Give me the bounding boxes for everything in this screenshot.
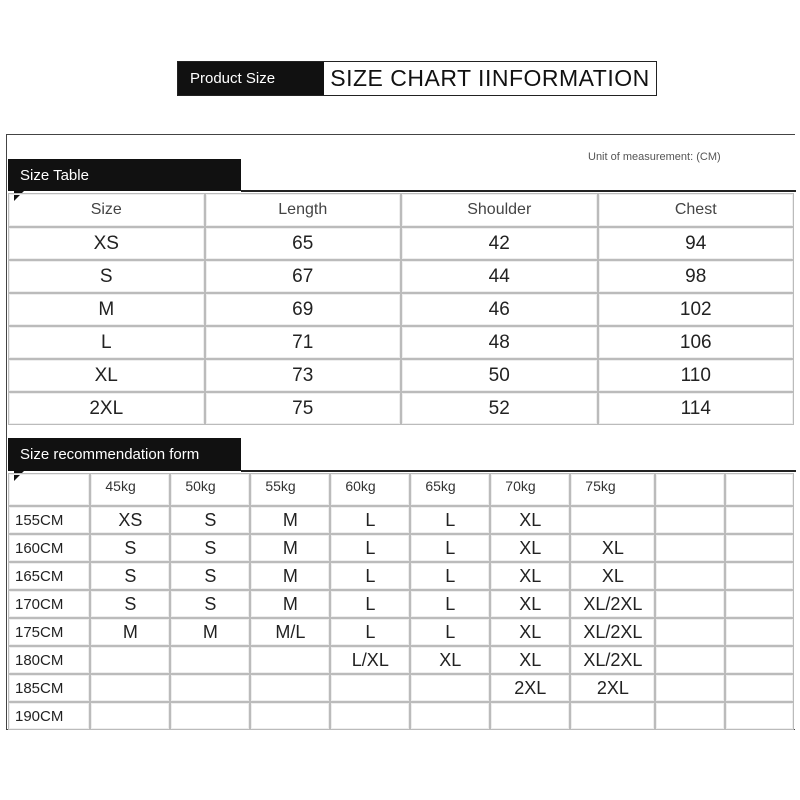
recommended-size: XL [490,506,570,534]
recommended-size: XL [570,534,655,562]
table-cell: 102 [598,293,795,326]
title-banner [177,61,657,96]
height-label: 185CM [8,674,90,702]
recommended-size: L/XL [330,646,410,674]
recommended-size: 2XL [490,674,570,702]
recommended-size: XS [90,506,170,534]
table-row [8,674,794,702]
recommended-size: L [330,562,410,590]
recommended-size: S [90,562,170,590]
table-cell: 50 [401,359,598,392]
table-cell: 46 [401,293,598,326]
recommended-size [490,702,570,730]
recommended-size [655,590,725,618]
recommended-size [725,506,794,534]
size-table [8,193,794,425]
recommended-size [725,674,794,702]
table-row [8,392,794,425]
recommended-size [725,646,794,674]
recommended-size: S [170,534,250,562]
table-cell: 98 [598,260,795,293]
section-divider [241,190,796,192]
table-row [8,534,794,562]
recommended-size [250,646,330,674]
weight-header: 75kg [570,473,655,506]
recommended-size: XL [490,534,570,562]
recommended-size: XL [410,646,490,674]
table-cell: S [8,260,205,293]
size-table-tag: Size Table [8,159,241,191]
weight-header-row [8,473,794,506]
recommended-size: S [170,590,250,618]
recommended-size: L [330,534,410,562]
recommended-size: XL/2XL [570,618,655,646]
weight-header [655,473,725,506]
recommended-size [170,702,250,730]
recommended-size: S [170,562,250,590]
weight-header: 60kg [330,473,410,506]
recommended-size: M [170,618,250,646]
recommended-size: M [250,534,330,562]
header-shoulder: Shoulder [401,193,598,227]
unit-of-measurement: Unit of measurement: (CM) [588,151,721,163]
table-cell: 44 [401,260,598,293]
recommended-size: M [250,506,330,534]
table-cell: 75 [205,392,402,425]
table-cell: 52 [401,392,598,425]
recommended-size [655,534,725,562]
recommended-size [250,702,330,730]
recommended-size [90,674,170,702]
recommended-size: XL [490,590,570,618]
weight-header: 65kg [410,473,490,506]
recommended-size [170,674,250,702]
header-size: Size [8,193,205,227]
recommended-size [725,590,794,618]
recommended-size [655,702,725,730]
recommended-size: M/L [250,618,330,646]
recommended-size [170,646,250,674]
recommended-size [90,646,170,674]
recommended-size: S [90,590,170,618]
recommended-size: L [330,506,410,534]
height-label: 170CM [8,590,90,618]
table-cell: 71 [205,326,402,359]
recommended-size [725,702,794,730]
product-size-label: Product Size [178,62,324,95]
header-chest: Chest [598,193,795,227]
recommended-size [410,674,490,702]
recommended-size: M [90,618,170,646]
recommended-size [410,702,490,730]
table-row [8,702,794,730]
table-cell: XS [8,227,205,260]
table-cell: 2XL [8,392,205,425]
table-cell: 67 [205,260,402,293]
height-label: 175CM [8,618,90,646]
table-row [8,562,794,590]
recommended-size [655,506,725,534]
recommended-size: M [250,590,330,618]
size-chart-title: SIZE CHART IINFORMATION [330,65,650,91]
height-label: 190CM [8,702,90,730]
height-label: 165CM [8,562,90,590]
recommended-size: XL/2XL [570,646,655,674]
table-cell: 94 [598,227,795,260]
table-cell: 114 [598,392,795,425]
weight-header: 55kg [250,473,330,506]
table-cell: 73 [205,359,402,392]
recommended-size: XL/2XL [570,590,655,618]
recommended-size: L [410,506,490,534]
weight-header: 70kg [490,473,570,506]
weight-header [725,473,794,506]
recommended-size [725,618,794,646]
table-row [8,618,794,646]
section-divider [241,470,796,472]
recommended-size [725,534,794,562]
table-row [8,260,794,293]
height-label: 155CM [8,506,90,534]
header-length: Length [205,193,402,227]
table-row [8,227,794,260]
table-cell: 106 [598,326,795,359]
table-cell: 42 [401,227,598,260]
recommended-size [250,674,330,702]
weight-header: 45kg [90,473,170,506]
recommended-size: L [330,590,410,618]
recommended-size: XL [490,618,570,646]
table-row [8,506,794,534]
recommended-size [655,618,725,646]
weight-header: 50kg [170,473,250,506]
table-row [8,359,794,392]
recommended-size [90,702,170,730]
weight-header [8,473,90,506]
table-cell: L [8,326,205,359]
height-label: 180CM [8,646,90,674]
table-cell: 110 [598,359,795,392]
table-row [8,590,794,618]
recommended-size: M [250,562,330,590]
recommended-size: L [410,562,490,590]
recommended-size: 2XL [570,674,655,702]
recommended-size [330,674,410,702]
recommended-size [570,702,655,730]
recommended-size: XL [490,646,570,674]
recommended-size [330,702,410,730]
recommended-size [655,674,725,702]
recommended-size: L [410,590,490,618]
recommended-size: S [170,506,250,534]
recommended-size: S [90,534,170,562]
size-table-header-row [8,193,794,227]
recommended-size [725,562,794,590]
table-cell: 65 [205,227,402,260]
recommended-size: L [330,618,410,646]
table-cell: 69 [205,293,402,326]
table-cell: M [8,293,205,326]
recommended-size: XL [570,562,655,590]
recommended-size: L [410,534,490,562]
recommendation-tag: Size recommendation form [8,438,241,471]
table-cell: XL [8,359,205,392]
recommendation-table [8,473,794,730]
table-cell: 48 [401,326,598,359]
recommended-size [570,506,655,534]
height-label: 160CM [8,534,90,562]
table-row [8,293,794,326]
table-row [8,646,794,674]
recommended-size: L [410,618,490,646]
table-row [8,326,794,359]
recommended-size: XL [490,562,570,590]
recommended-size [655,562,725,590]
recommended-size [655,646,725,674]
